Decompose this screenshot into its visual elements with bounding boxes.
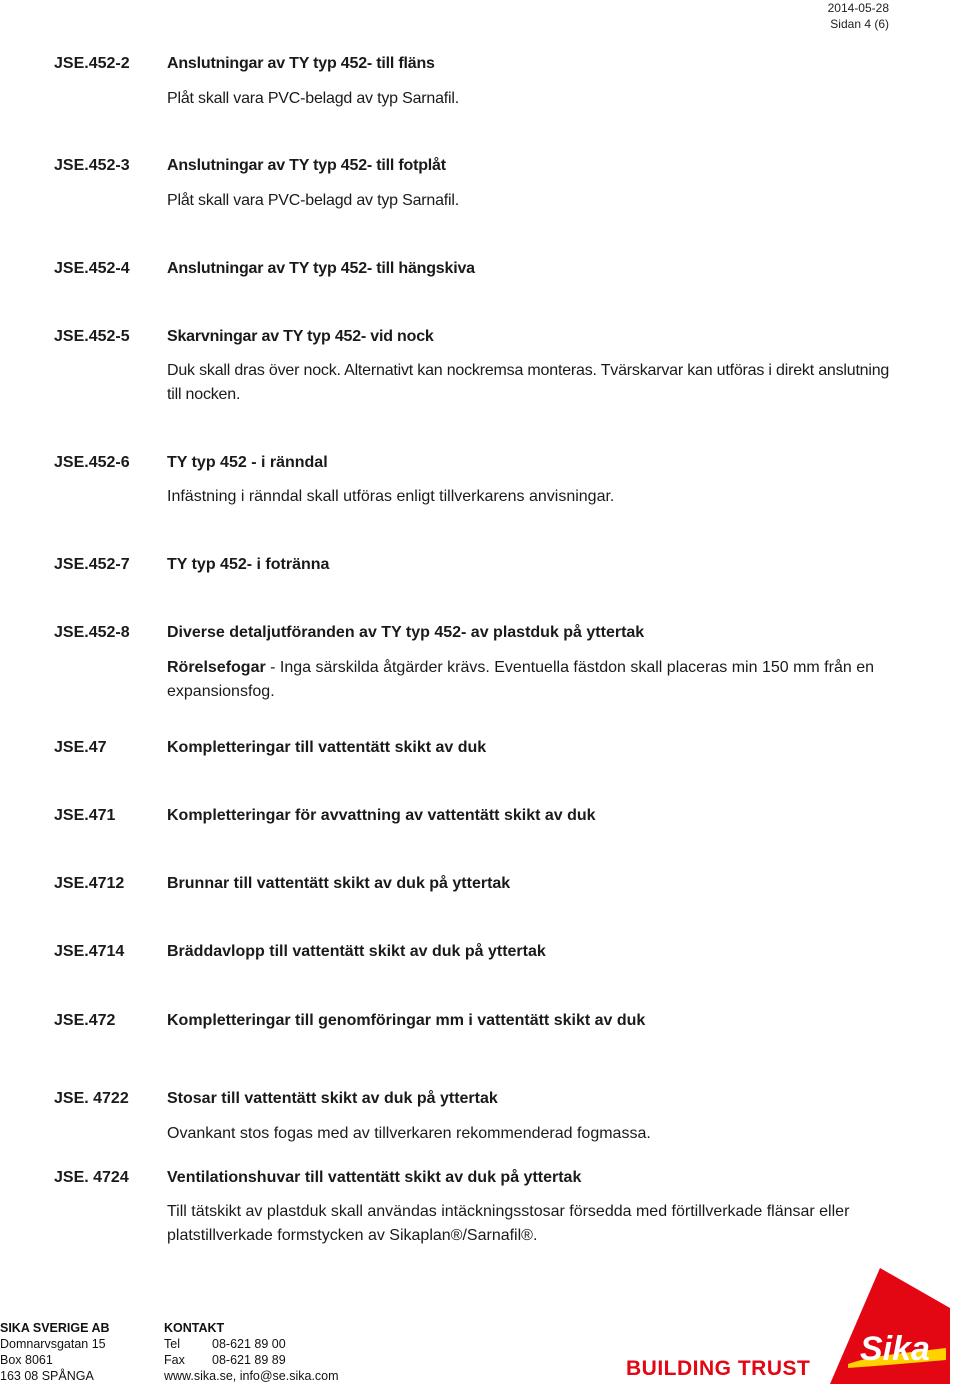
section-body bbox=[167, 656, 887, 704]
page-header bbox=[828, 0, 889, 32]
section-code: JSE.47 bbox=[54, 739, 107, 756]
svg-text:Sika: Sika bbox=[860, 1330, 930, 1368]
section-title: Anslutningar av TY typ 452- till fotplåt bbox=[167, 157, 446, 174]
section-title: Bräddavlopp till vattentätt skikt av duk på yttertak bbox=[167, 943, 546, 960]
footer-tel bbox=[164, 1336, 339, 1352]
section-title: Anslutningar av TY typ 452- till hängskiva bbox=[167, 260, 475, 277]
section-title: TY typ 452- i fotränna bbox=[167, 556, 330, 573]
section-code: JSE.471 bbox=[54, 807, 116, 824]
section-code: JSE.452-3 bbox=[54, 157, 130, 174]
section-title: Stosar till vattentätt skikt av duk på yttertak bbox=[167, 1090, 498, 1107]
section-body: Till tätskikt av plastduk skall användas intäckningsstosar försedda med förtillverkade flänsar eller platstillverkade formstycken av Sikaplan®/Sarnafil®. bbox=[167, 1203, 850, 1244]
footer-company: SIKA SVERIGE AB bbox=[0, 1321, 110, 1335]
section-body: Plåt skall vara PVC-belagd av typ Sarnafil. bbox=[167, 192, 459, 209]
sika-logo-icon bbox=[820, 1268, 950, 1384]
footer-postal: 163 08 SPÅNGA bbox=[0, 1369, 94, 1383]
footer-street: Domnarvsgatan 15 bbox=[0, 1337, 106, 1351]
section-body: Ovankant stos fogas med av tillverkaren rekommenderad fogmassa. bbox=[167, 1125, 651, 1142]
section-title: Skarvningar av TY typ 452- vid nock bbox=[167, 328, 434, 345]
footer-contact bbox=[164, 1320, 339, 1384]
footer-contact-heading: KONTAKT bbox=[164, 1321, 225, 1335]
tel-number: 08-621 89 00 bbox=[212, 1337, 286, 1351]
fax-label: Fax bbox=[164, 1353, 185, 1367]
body-bold-term: Rörelsefogar bbox=[167, 659, 266, 676]
section-code: JSE.452-4 bbox=[54, 260, 130, 277]
section-title: TY typ 452 - i ränndal bbox=[167, 454, 328, 471]
building-trust-slogan: BUILDING TRUST bbox=[626, 1357, 811, 1380]
section-code: JSE. 4722 bbox=[54, 1090, 129, 1107]
section-title: Kompletteringar till vattentätt skikt av duk bbox=[167, 739, 487, 756]
footer-fax bbox=[164, 1352, 339, 1368]
section-code: JSE.472 bbox=[54, 1012, 116, 1029]
footer-address bbox=[0, 1320, 110, 1384]
section-title: Brunnar till vattentätt skikt av duk på yttertak bbox=[167, 875, 511, 892]
section-code: JSE.452-2 bbox=[54, 55, 130, 72]
footer-web: www.sika.se, info@se.sika.com bbox=[164, 1369, 339, 1383]
section-title: Kompletteringar till genomföringar mm i vattentätt skikt av duk bbox=[167, 1012, 646, 1029]
section-title: Diverse detaljutföranden av TY typ 452- av plastduk på yttertak bbox=[167, 624, 645, 641]
section-title: Kompletteringar för avvattning av vattentätt skikt av duk bbox=[167, 807, 596, 824]
section-body: Plåt skall vara PVC-belagd av typ Sarnafil. bbox=[167, 90, 459, 107]
tel-label: Tel bbox=[164, 1337, 180, 1351]
section-code: JSE. 4724 bbox=[54, 1169, 129, 1186]
section-code: JSE.452-7 bbox=[54, 556, 130, 573]
body-rest: - Inga särskilda åtgärder krävs. Eventuella fästdon skall placeras min 150 mm från en expansionsfog. bbox=[167, 659, 874, 700]
section-code: JSE.452-5 bbox=[54, 328, 130, 345]
header-page-number: Sidan 4 (6) bbox=[830, 17, 889, 31]
footer-box: Box 8061 bbox=[0, 1353, 53, 1367]
fax-number: 08-621 89 89 bbox=[212, 1353, 286, 1367]
section-title: Ventilationshuvar till vattentätt skikt av duk på yttertak bbox=[167, 1169, 582, 1186]
section-body: Duk skall dras över nock. Alternativt kan nockremsa monteras. Tvärskarvar kan utföras i direkt anslutning till nocken. bbox=[167, 362, 890, 403]
header-date: 2014-05-28 bbox=[827, 1, 889, 15]
section-code: JSE.452-8 bbox=[54, 624, 130, 641]
section-code: JSE.452-6 bbox=[54, 454, 130, 471]
section-body: Infästning i ränndal skall utföras enligt tillverkarens anvisningar. bbox=[167, 488, 615, 505]
section-code: JSE.4712 bbox=[54, 875, 125, 892]
section-code: JSE.4714 bbox=[54, 943, 125, 960]
section-title: Anslutningar av TY typ 452- till fläns bbox=[167, 55, 435, 72]
